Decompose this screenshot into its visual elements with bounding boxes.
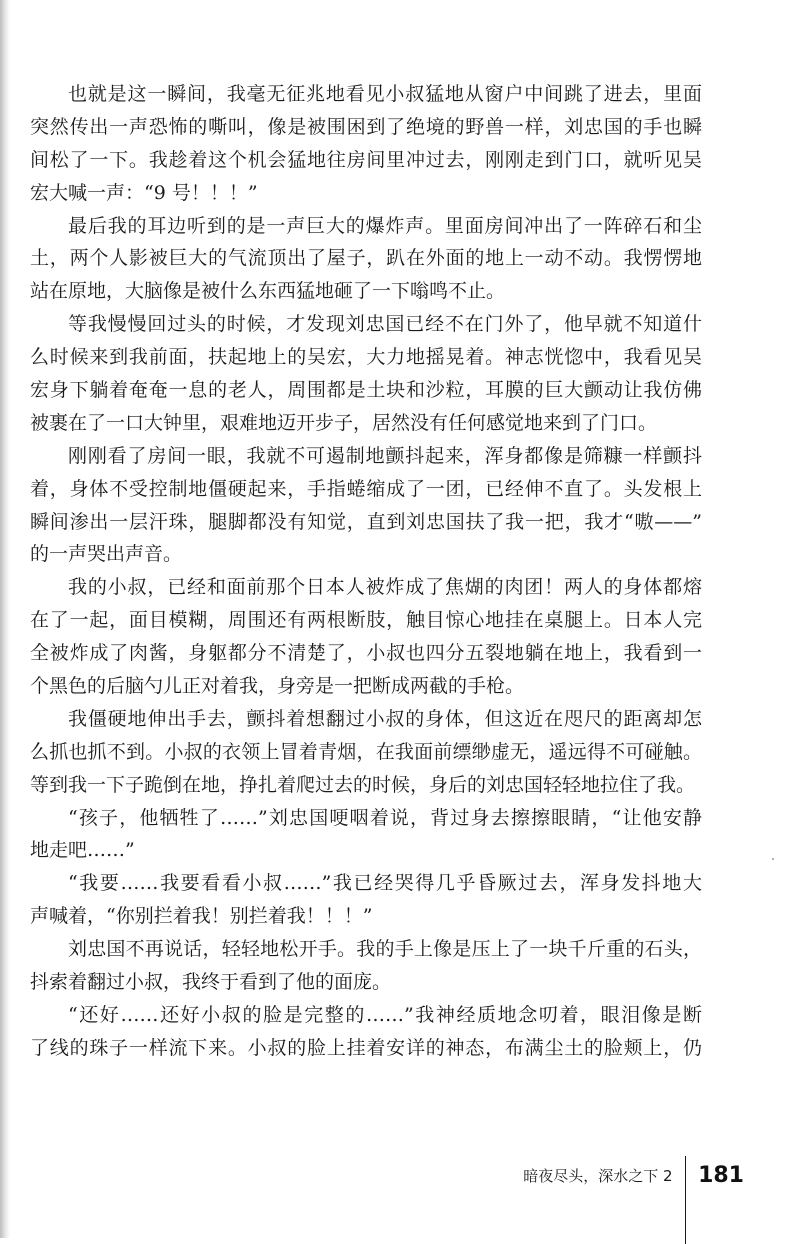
text-line: 土，两个人影被巨大的气流顶出了屋子，趴在外面的地上一动不动。我愣愣地: [30, 247, 702, 270]
text-line: 被裹在了一口大钟里，艰难地迈开步子，居然没有任何感觉地来到了门口。: [30, 411, 658, 434]
text-line: “还好……还好小叔的脸是完整的……”我神经质地念叨着，眼泪像是断: [68, 1003, 702, 1026]
text-line: 我僵硬地伸出手去，颤抖着想翻过小叔的身体，但这近在咫尺的距离却怎: [68, 707, 702, 730]
text-line: “我要……我要看看小叔……”我已经哭得几乎昏厥过去，浑身发抖地大: [68, 872, 702, 895]
text-line: 宏大喊一声：“9 号！！！”: [30, 181, 258, 204]
text-line: 在了一起，面目模糊，周围还有两根断肢，触目惊心地挂在桌腿上。日本人完: [30, 609, 702, 632]
scan-speck: [772, 858, 774, 860]
text-line: 站在原地，大脑像是被什么东西猛地砸了一下嗡鸣不止。: [30, 280, 506, 303]
text-line: 我的小叔，已经和面前那个日本人被炸成了焦煳的肉团！两人的身体都熔: [68, 576, 702, 599]
text-line: “孩子，他牺牲了……”刘忠国哽咽着说，背过身去擦擦眼睛，“让他安静: [68, 806, 702, 829]
text-line: 突然传出一声恐怖的嘶叫，像是被围困到了绝境的野兽一样，刘忠国的手也瞬: [30, 115, 702, 138]
page-number: 181: [698, 1163, 744, 1188]
page-edge-shadow: [0, 0, 10, 1238]
running-title: 暗夜尽头，深水之下 2: [523, 1167, 673, 1185]
text-line: 么抓也抓不到。小叔的衣领上冒着青烟，在我面前缥缈虚无，遥远得不可碰触。: [30, 740, 702, 763]
text-line: 的一声哭出声音。: [30, 543, 183, 566]
text-line: 地走吧……”: [30, 839, 135, 862]
text-line: 个黑色的后脑勺儿正对着我，身旁是一把断成两截的手枪。: [30, 675, 525, 698]
text-line: 等到我一下子跪倒在地，挣扎着爬过去的时候，身后的刘忠国轻轻地拉住了我。: [30, 773, 696, 796]
text-line: 着，身体不受控制地僵硬起来，手指蜷缩成了一团，已经伸不直了。头发根上: [30, 477, 702, 500]
text-line: 了线的珠子一样流下来。小叔的脸上挂着安详的神态，布满尘土的脸颊上，仍: [30, 1036, 702, 1059]
text-line: 宏身下躺着奄奄一息的老人，周围都是土块和沙粒，耳膜的巨大颤动让我仿佛: [30, 379, 702, 402]
text-line: 也就是这一瞬间，我毫无征兆地看见小叔猛地从窗户中间跳了进去，里面: [68, 83, 702, 105]
text-line: 抖索着翻过小叔，我终于看到了他的面庞。: [30, 971, 392, 994]
text-line: 间松了一下。我趁着这个机会猛地往房间里冲过去，刚刚走到门口，就听见吴: [30, 148, 702, 171]
text-line: 么时候来到我前面，扶起地上的吴宏，大力地摇晃着。神志恍惚中，我看见吴: [30, 346, 702, 369]
text-line: 等我慢慢回过头的时候，才发现刘忠国已经不在门外了，他早就不知道什: [68, 313, 702, 336]
text-line: 全被炸成了肉酱，身躯都分不清楚了，小叔也四分五裂地躺在地上，我看到一: [30, 642, 702, 665]
text-line: 最后我的耳边听到的是一声巨大的爆炸声。里面房间冲出了一阵碎石和尘: [68, 214, 702, 237]
text-line: 刘忠国不再说话，轻轻地松开手。我的手上像是压上了一块千斤重的石头，: [68, 938, 702, 961]
text-line: 声喊着，“你别拦着我！别拦着我！！！”: [30, 905, 373, 928]
body-text: [30, 78, 702, 1065]
text-line: 刚刚看了房间一眼，我就不可遏制地颤抖起来，浑身都像是筛糠一样颤抖: [68, 444, 702, 467]
text-line: 瞬间渗出一层汗珠，腿脚都没有知觉，直到刘忠国扶了我一把，我才“嗷——”: [30, 510, 702, 533]
page-footer: [523, 1158, 744, 1198]
